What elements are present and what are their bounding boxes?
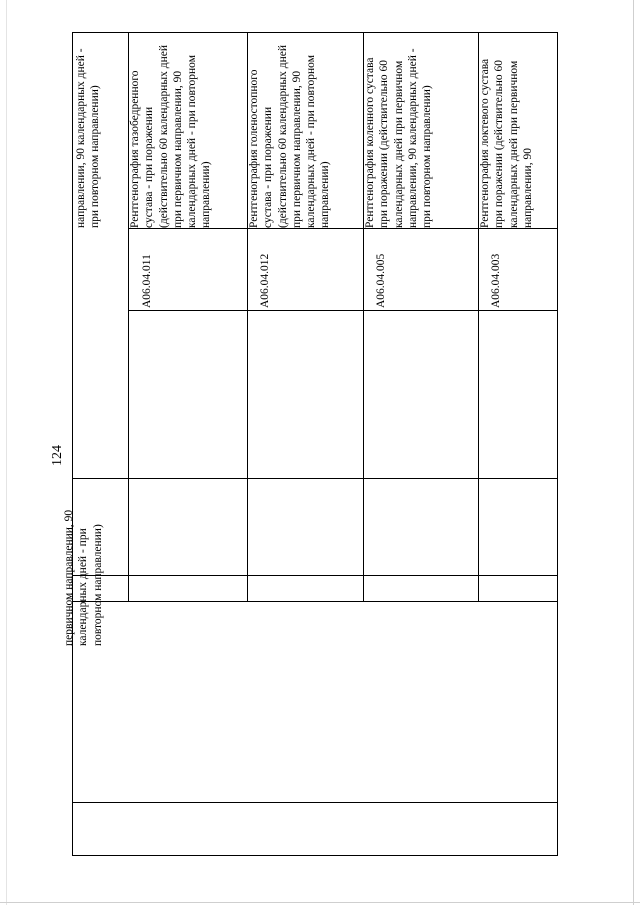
row1-description: Рентгенография тазобедренного сустава - при поражении (действительно 60 календарных дней при первичном направлении, 90 календарных дней - при повторном направлении) [129,44,213,228]
table-border-left [72,32,73,855]
scan-edge-bottom [0,902,640,903]
row2-code: A06.04.012 [259,253,271,308]
row2-code-cell [258,228,278,310]
table-line-col4-col5 [128,310,558,311]
scan-edge-right [633,0,634,905]
row3-desc-cell [363,32,478,228]
row1-code: A06.04.011 [141,254,153,308]
row4-code: A06.04.003 [490,253,502,308]
row1-code-cell [140,228,160,310]
row3-description: Рентгенография коленного сустава при поражении (действительно 60 календарных дней при первичном направлении, 90 календарных дней - при повторном направлении) [364,48,434,228]
table-border-right [557,32,558,855]
row0-col2-cell [62,478,128,646]
row2-desc-cell [247,32,363,228]
row4-desc-cell [478,32,557,228]
page-number-wrap [50,436,70,476]
page-number: 124 [50,445,65,466]
table-border-bottom [72,855,558,856]
row2-description: Рентгенография голеностопного сустава - при поражении (действительно 60 календарных дней при первичном направлении, 90 календарных дней - при повторном направлении) [248,44,332,228]
row1-desc-cell [128,32,247,228]
row0-col2-text: первичном направлении, 90 календарных дней - при повторном направлении) [63,509,104,646]
row0-col4-cell [74,32,128,228]
table-line-col1-col2 [72,601,558,602]
row4-description: Рентгенография локтевого сустава при поражении (действительно 60 календарных дней при первичном направлении, 90 [479,58,534,228]
row3-code: A06.04.005 [375,253,387,308]
row0-col4-text: направлении, 90 календарных дней - при повторном направлении) [75,48,102,228]
table-line-col0-col1 [72,802,558,803]
row3-code-cell [374,228,394,310]
scan-edge-left [6,0,7,905]
row4-code-cell [489,228,509,310]
table-line-col2-col3 [72,575,558,576]
table-line-col3-col4 [72,478,558,479]
